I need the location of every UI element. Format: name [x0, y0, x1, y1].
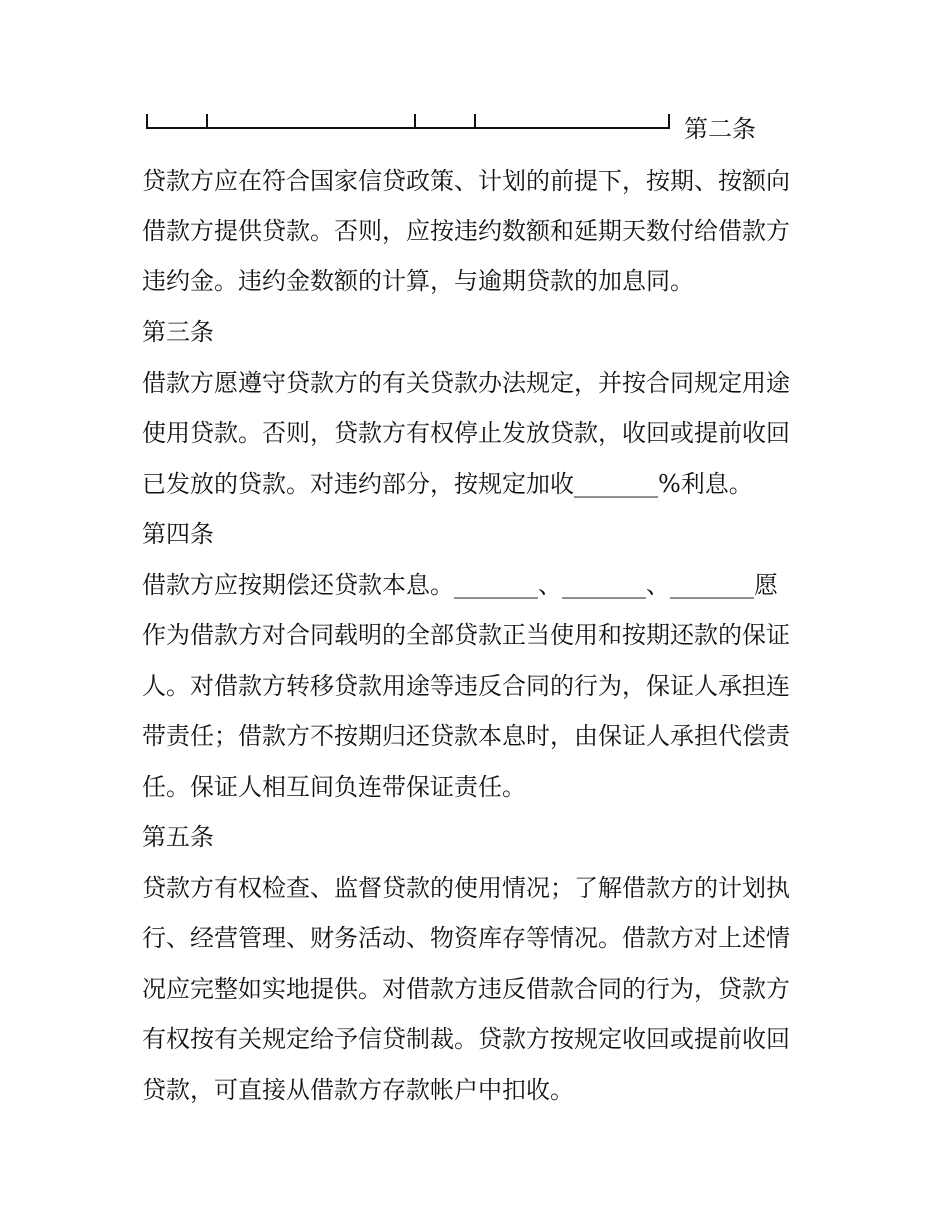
article-4-line-2: 作为借款方对合同载明的全部贷款正当使用和按期还款的保证 [142, 621, 790, 649]
article-5-line-4: 有权按有关规定给予信贷制裁。贷款方按规定收回或提前收回 [142, 1025, 790, 1053]
article-5-line-1: 贷款方有权检查、监督贷款的使用情况；了解借款方的计划执 [142, 874, 790, 902]
article-5-line-3: 况应完整如实地提供。对借款方违反借款合同的行为，贷款方 [142, 975, 790, 1003]
article-4-heading: 第四条 [142, 520, 214, 548]
article-2-line-2: 借款方提供贷款。否则，应按违约数额和延期天数付给借款方 [142, 217, 790, 245]
article-4-line-5: 任。保证人相互间负连带保证责任。 [142, 773, 526, 801]
article-3-heading: 第三条 [142, 318, 214, 346]
article-2-line-1: 贷款方应在符合国家信贷政策、计划的前提下，按期、按额向 [142, 167, 790, 195]
article-3-line-2: 使用贷款。否则，贷款方有权停止发放贷款，收回或提前收回 [142, 419, 790, 447]
article-5-line-5: 贷款，可直接从借款方存款帐户中扣收。 [142, 1076, 574, 1104]
article-3-line-3: 已发放的贷款。对违约部分，按规定加收_______%利息。 [142, 470, 753, 498]
article-4-line-1: 借款方应按期偿还贷款本息。_______、_______、_______愿 [142, 571, 778, 599]
article-3-line-1: 借款方愿遵守贷款方的有关贷款办法规定，并按合同规定用途 [142, 369, 790, 397]
article-4-line-3: 人。对借款方转移贷款用途等违反合同的行为，保证人承担连 [142, 672, 790, 700]
article-4-line-4: 带责任；借款方不按期归还贷款本息时，由保证人承担代偿责 [142, 722, 790, 750]
article-5-heading: 第五条 [142, 823, 214, 851]
article-5-line-2: 行、经营管理、财务活动、物资库存等情况。借款方对上述情 [142, 924, 790, 952]
table-border-fragment [146, 114, 670, 130]
article-2-line-3: 违约金。违约金数额的计算，与逾期贷款的加息同。 [142, 267, 694, 295]
article-2-heading: 第二条 [684, 115, 756, 143]
